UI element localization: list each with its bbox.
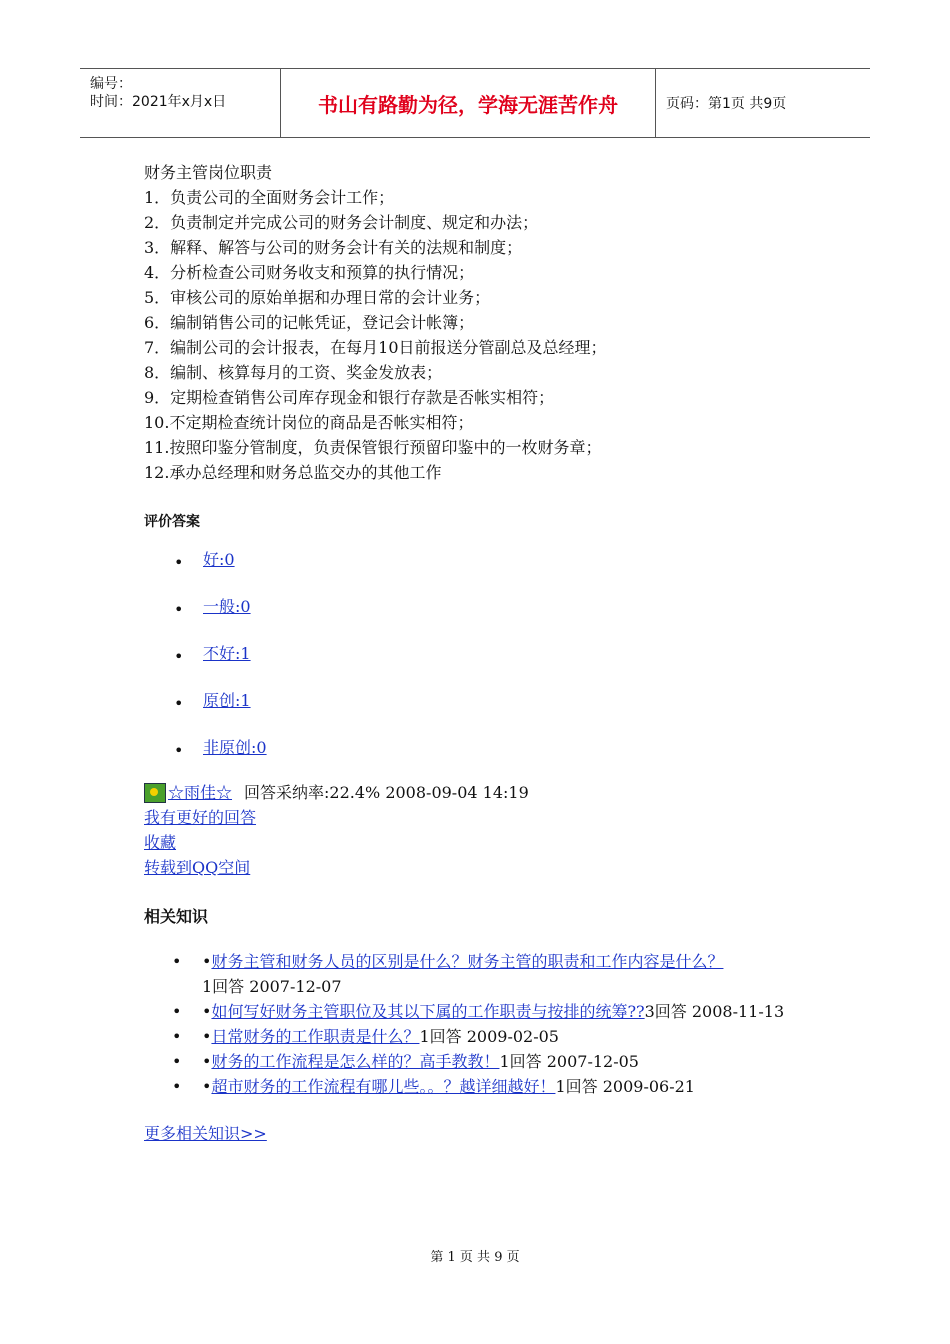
ratings-title: 评价答案 xyxy=(144,514,200,530)
bullet-icon: • xyxy=(172,952,182,971)
share-qzone-link[interactable]: 转载到QQ空间 xyxy=(144,858,251,877)
related-item: • •如何写好财务主管职位及其以下属的工作职责与按排的统筹??3回答 2008-11-13 xyxy=(144,999,864,1024)
related-link[interactable]: 如何写好财务主管职位及其以下属的工作职责与按排的统筹?? xyxy=(211,1002,645,1021)
answer-actions xyxy=(144,805,864,880)
related-meta: 1回答 2009-02-05 xyxy=(419,1027,559,1046)
duty-item: 8．编制、核算每月的工资、奖金发放表； xyxy=(144,363,443,382)
bullet-icon: • xyxy=(174,694,184,713)
rating-item xyxy=(144,547,864,594)
rating-link-bad[interactable]: 不好:1 xyxy=(203,644,251,663)
related-link[interactable]: 超市财务的工作流程有哪儿些。。？越详细越好！ xyxy=(211,1077,556,1096)
header-page-info: 页码：第1页 共9页 xyxy=(666,96,787,112)
rating-link-good[interactable]: 好:0 xyxy=(203,550,235,569)
author-meta: 回答采纳率:22.4% 2008-09-04 14:19 xyxy=(244,783,529,802)
related-item: • •财务的工作流程是怎么样的？高手教教！1回答 2007-12-05 xyxy=(144,1049,864,1074)
duty-item: 11.按照印鉴分管制度，负责保管银行预留印鉴中的一枚财务章； xyxy=(144,438,602,457)
author-name-link[interactable]: ☆雨佳☆ xyxy=(168,783,233,802)
duty-item: 9．定期检查销售公司库存现金和银行存款是否帐实相符； xyxy=(144,388,555,407)
rating-link-original[interactable]: 原创:1 xyxy=(203,691,251,710)
related-link[interactable]: 财务的工作流程是怎么样的？高手教教！ xyxy=(211,1052,500,1071)
rating-item xyxy=(144,641,864,688)
header-motto: 书山有路勤为径，学海无涯苦作舟 xyxy=(281,69,656,137)
related-link[interactable]: 日常财务的工作职责是什么？ xyxy=(211,1027,420,1046)
bullet-icon: • xyxy=(174,553,184,572)
main-content xyxy=(144,160,864,1144)
duty-item: 6．编制销售公司的记帐凭证，登记会计帐簿； xyxy=(144,313,475,332)
duty-item: 4．分析检查公司财务收支和预算的执行情况； xyxy=(144,263,475,282)
duties-block xyxy=(144,160,864,485)
duty-item: 10.不定期检查统计岗位的商品是否帐实相符； xyxy=(144,413,474,432)
ratings-list xyxy=(144,547,864,782)
duty-item: 3．解释、解答与公司的财务会计有关的法规和制度； xyxy=(144,238,523,257)
bullet-icon: • xyxy=(172,1027,182,1046)
related-list xyxy=(144,949,864,1099)
header-meta xyxy=(80,69,281,137)
page-header xyxy=(80,68,870,138)
related-meta: 3回答 2008-11-13 xyxy=(644,1002,785,1021)
doc-title: 财务主管岗位职责 xyxy=(144,163,273,182)
related-item: • •财务主管和财务人员的区别是什么？财务主管的职责和工作内容是什么？ 1回答 2007-12-07 xyxy=(144,949,864,999)
related-meta: 1回答 2007-12-07 xyxy=(202,977,342,996)
duty-item: 12.承办总经理和财务总监交办的其他工作 xyxy=(144,463,442,482)
rating-item xyxy=(144,594,864,641)
user-avatar-icon[interactable] xyxy=(144,783,166,803)
related-meta: 1回答 2009-06-21 xyxy=(555,1077,695,1096)
more-related-link[interactable]: 更多相关知识>> xyxy=(144,1124,267,1143)
favorite-link[interactable]: 收藏 xyxy=(144,833,177,852)
duty-item: 1．负责公司的全面财务会计工作； xyxy=(144,188,395,207)
bullet-icon: • xyxy=(174,741,184,760)
bullet-icon: • xyxy=(172,1002,182,1021)
related-link[interactable]: 财务主管和财务人员的区别是什么？财务主管的职责和工作内容是什么？ xyxy=(211,952,724,971)
answer-author xyxy=(144,780,864,805)
related-title: 相关知识 xyxy=(144,907,209,926)
rating-link-non-original[interactable]: 非原创:0 xyxy=(203,738,267,757)
bullet-icon: • xyxy=(174,647,184,666)
time-label: 时间：2021年x月x日 xyxy=(90,94,227,110)
rating-link-average[interactable]: 一般:0 xyxy=(203,597,251,616)
bullet-icon: • xyxy=(172,1077,182,1096)
related-item: • •日常财务的工作职责是什么？1回答 2009-02-05 xyxy=(144,1024,864,1049)
related-item: • •超市财务的工作流程有哪儿些。。？越详细越好！1回答 2009-06-21 xyxy=(144,1074,864,1099)
bullet-icon: • xyxy=(172,1052,182,1071)
better-answer-link[interactable]: 我有更好的回答 xyxy=(144,808,257,827)
related-meta: 1回答 2007-12-05 xyxy=(499,1052,639,1071)
duty-item: 5．审核公司的原始单据和办理日常的会计业务； xyxy=(144,288,491,307)
rating-item xyxy=(144,688,864,735)
page-footer: 第 1 页 共 9 页 xyxy=(430,1250,520,1265)
number-label: 编号： xyxy=(90,76,132,92)
rating-item xyxy=(144,735,864,782)
duty-item: 7．编制公司的会计报表，在每月10日前报送分管副总及总经理； xyxy=(144,338,607,357)
duty-item: 2．负责制定并完成公司的财务会计制度、规定和办法； xyxy=(144,213,539,232)
bullet-icon: • xyxy=(174,600,184,619)
